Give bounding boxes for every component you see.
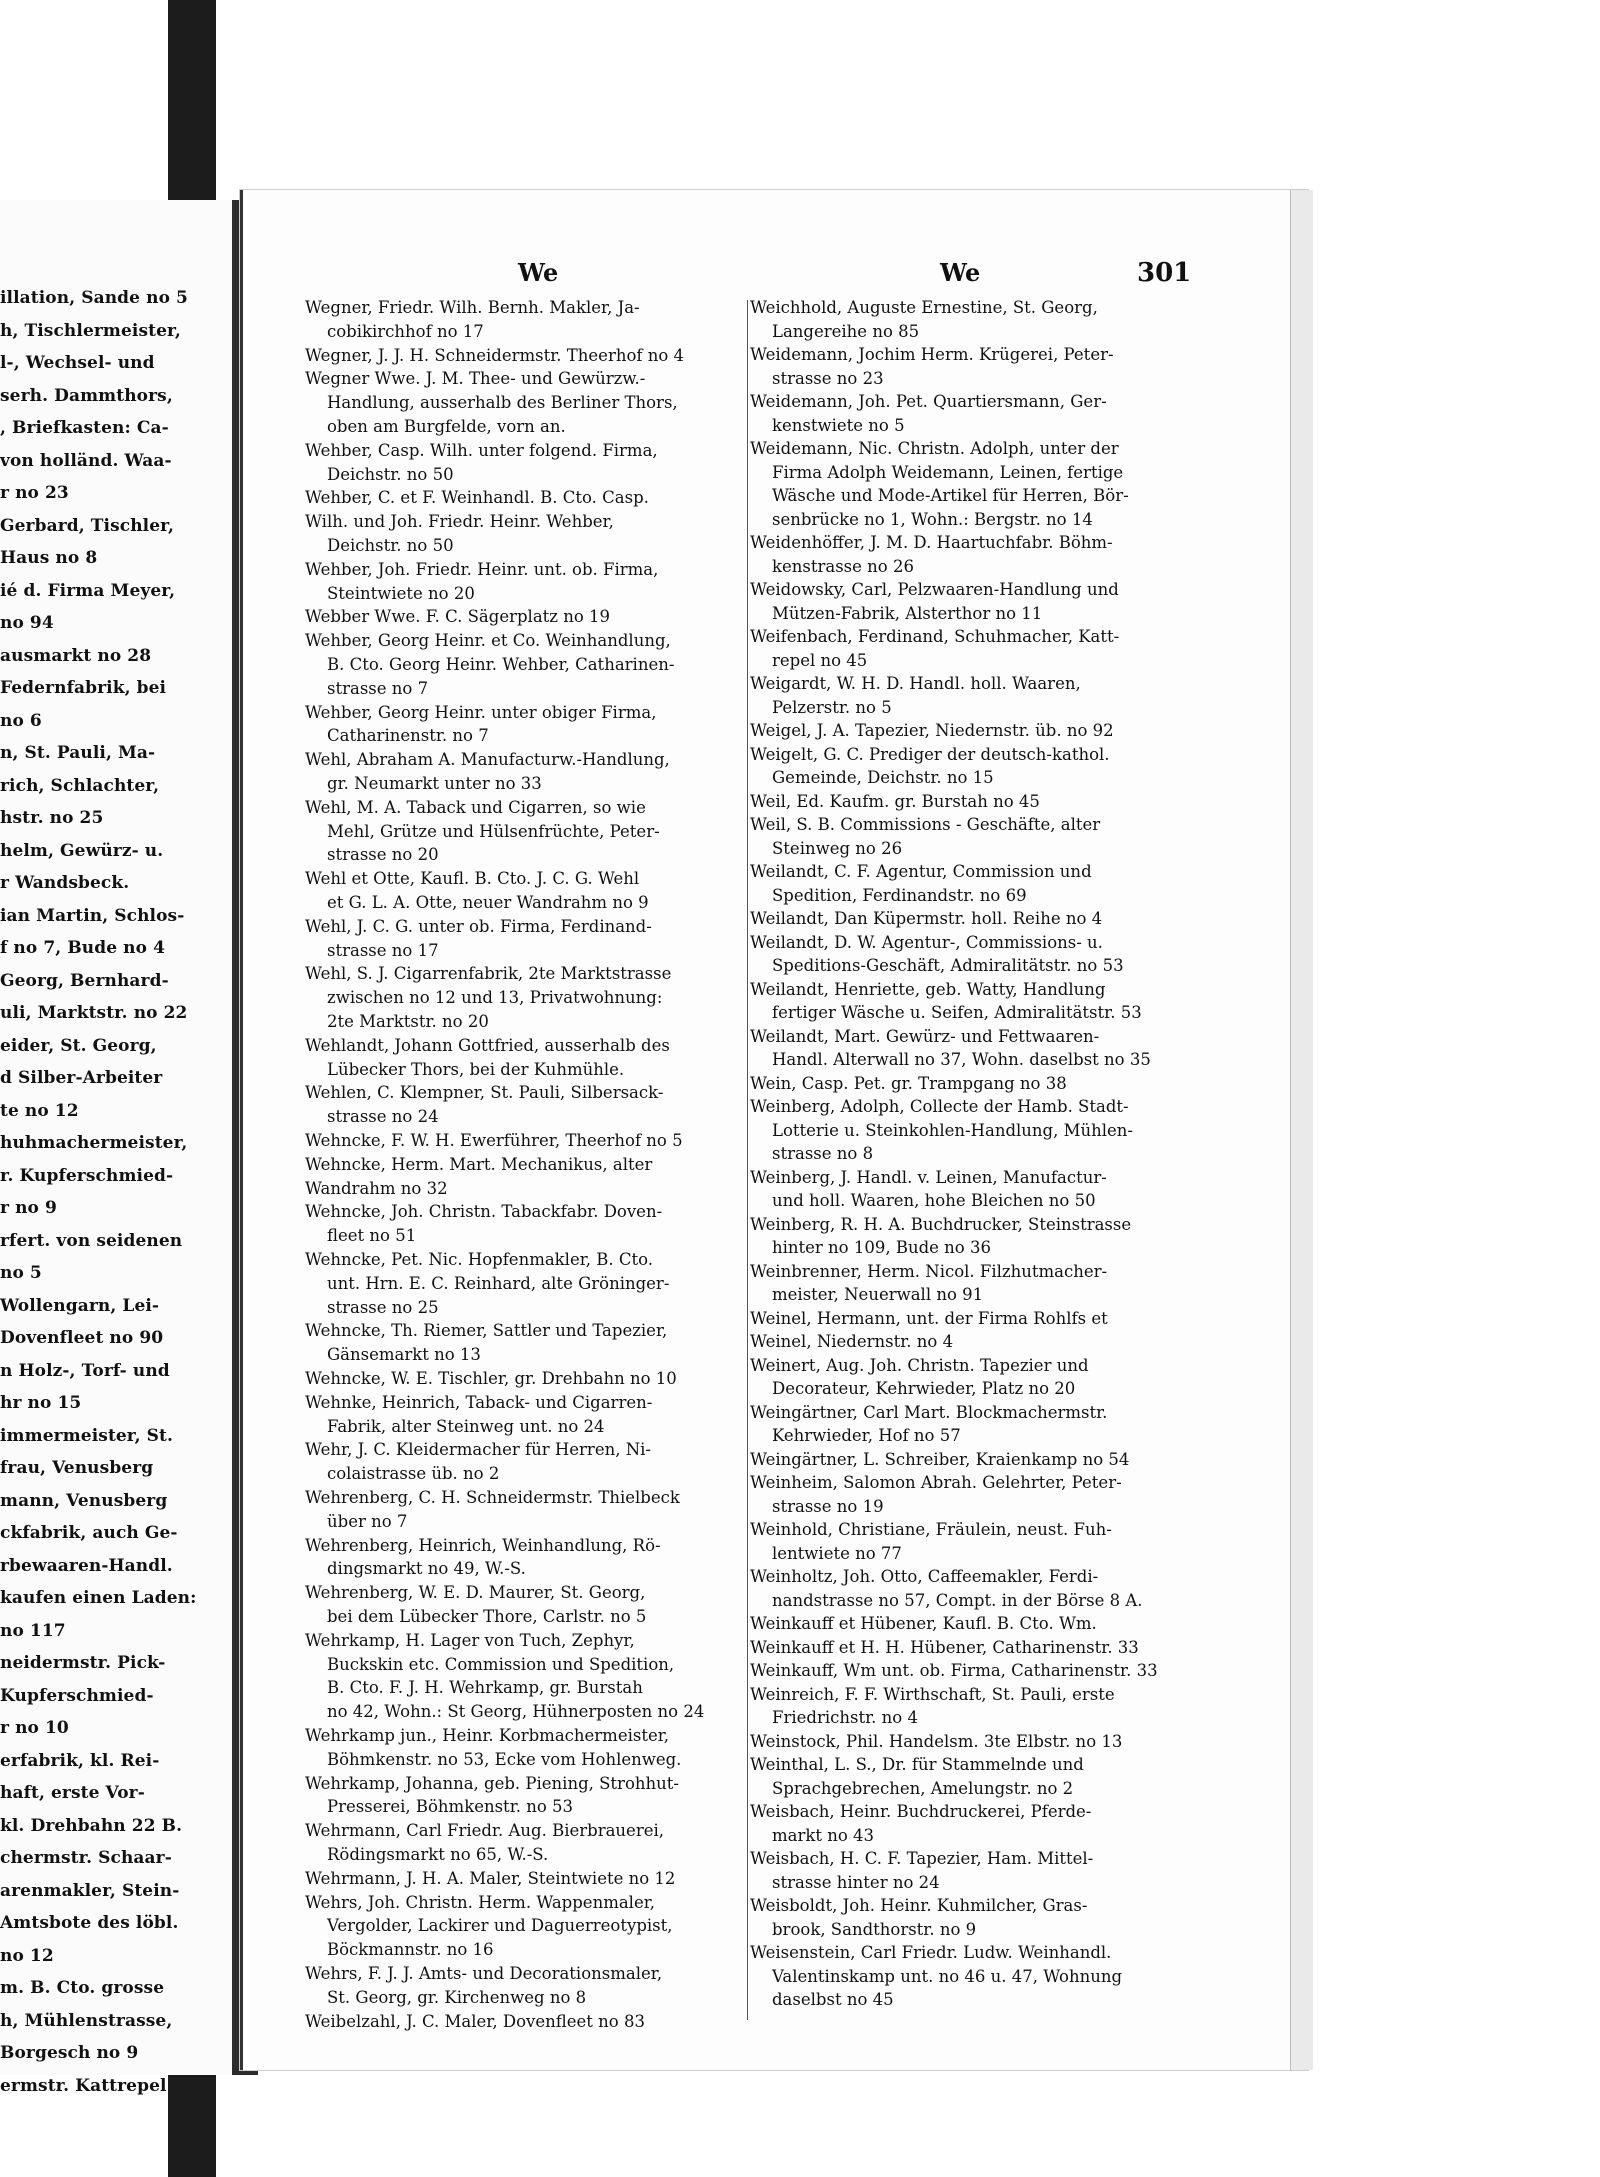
directory-line: Lotterie u. Steinkohlen-Handlung, Mühlen- — [772, 1120, 1134, 1140]
directory-line: Wehl, J. C. G. unter ob. Firma, Ferdinand- — [305, 916, 652, 936]
directory-line: daselbst no 45 — [772, 1990, 894, 2009]
left-page-fragment: h, Mühlenstrasse, — [0, 2010, 173, 2031]
left-page-fragment: Haus no 8 — [0, 548, 98, 568]
directory-line: strasse no 8 — [772, 1144, 874, 1163]
left-page-fragment: n Holz-, Torf- und — [0, 1360, 170, 1381]
directory-line: Fabrik, alter Steinweg unt. no 24 — [327, 1416, 605, 1436]
directory-line: cobikirchhof no 17 — [327, 321, 484, 341]
left-page-fragment: r Wandsbeck. — [0, 873, 130, 893]
directory-line: Wehncke, Herm. Mart. Mechanikus, alter — [305, 1154, 653, 1174]
directory-line: Wehlen, C. Klempner, St. Pauli, Silbersack- — [305, 1083, 664, 1103]
left-page-fragment: immermeister, St. — [0, 1425, 174, 1446]
directory-line: Wehber, C. et F. Weinhandl. B. Cto. Casp. — [305, 488, 649, 508]
directory-line: Wehrenberg, Heinrich, Weinhandlung, Rö- — [305, 1535, 661, 1555]
left-page-fragment: ian Martin, Schlos- — [0, 905, 185, 926]
directory-line: Weidemann, Nic. Christn. Adolph, unter der — [750, 439, 1119, 458]
directory-line: Deichstr. no 50 — [327, 464, 454, 484]
directory-line: kenstrasse no 26 — [772, 556, 914, 576]
left-page-fragment: r no 9 — [0, 1198, 57, 1218]
directory-line: Weinreich, F. F. Wirthschaft, St. Pauli, erste — [750, 1684, 1115, 1704]
left-page-fragment: ckfabrik, auch Ge- — [0, 1523, 178, 1543]
left-page-fragment: no 6 — [0, 710, 42, 731]
left-page-fragment: no 5 — [0, 1263, 42, 1283]
directory-line: Weisboldt, Joh. Heinr. Kuhmilcher, Gras- — [750, 1896, 1088, 1915]
left-page-fragment: illation, Sande no 5 — [0, 288, 188, 308]
directory-line: Weinberg, J. Handl. v. Leinen, Manufactur- — [750, 1167, 1107, 1187]
directory-line: Weinhold, Christiane, Fräulein, neust. Fuh- — [750, 1520, 1112, 1539]
left-page-fragment: d Silber-Arbeiter — [0, 1068, 163, 1088]
directory-line: Weigelt, G. C. Prediger der deutsch-kathol. — [750, 744, 1110, 764]
left-page-fragment: no 12 — [0, 1945, 54, 1966]
directory-line: B. Cto. Georg Heinr. Wehber, Catharinen- — [327, 655, 675, 674]
directory-line: Weinert, Aug. Joh. Christn. Tapezier und — [750, 1355, 1089, 1375]
left-page-fragment: helm, Gewürz- u. — [0, 840, 164, 861]
directory-line: Weinstock, Phil. Handelsm. 3te Elbstr. no 13 — [750, 1731, 1123, 1751]
left-page-fragment: f no 7, Bude no 4 — [0, 938, 166, 958]
directory-line: St. Georg, gr. Kirchenweg no 8 — [327, 1987, 587, 2007]
directory-line: Weisbach, H. C. F. Tapezier, Ham. Mittel- — [750, 1849, 1094, 1868]
directory-line: strasse no 19 — [772, 1496, 884, 1516]
running-head-right: We — [940, 258, 981, 287]
directory-line: Deichstr. no 50 — [327, 536, 454, 555]
directory-line: Wehrmann, Carl Friedr. Aug. Bierbrauerei, — [305, 1821, 664, 1841]
directory-line: Spedition, Ferdinandstr. no 69 — [772, 885, 1027, 905]
directory-line: Weisenstein, Carl Friedr. Ludw. Weinhandl. — [750, 1943, 1112, 1962]
directory-line: Weisbach, Heinr. Buchdruckerei, Pferde- — [750, 1802, 1092, 1821]
directory-line: Handl. Alterwall no 37, Wohn. daselbst no 35 — [772, 1050, 1151, 1069]
directory-line: Wehber, Joh. Friedr. Heinr. unt. ob. Firma, — [305, 559, 659, 579]
directory-line: 2te Marktstr. no 20 — [327, 1012, 489, 1031]
directory-line: colaistrasse üb. no 2 — [327, 1464, 500, 1484]
directory-line: Weinholtz, Joh. Otto, Caffeemakler, Ferdi- — [750, 1567, 1099, 1586]
directory-line: Mehl, Grütze und Hülsenfrüchte, Peter- — [327, 821, 660, 841]
directory-line: oben am Burgfelde, vorn an. — [327, 417, 566, 436]
directory-line: Weidenhöffer, J. M. D. Haartuchfabr. Böhm- — [750, 533, 1113, 552]
directory-line: Weinkauff et H. H. Hübener, Catharinenstr. 33 — [750, 1637, 1139, 1657]
left-page-fragment: Borgesch no 9 — [0, 2043, 139, 2063]
directory-line: Lübecker Thors, bei der Kuhmühle. — [327, 1059, 625, 1079]
directory-line: Weinheim, Salomon Abrah. Gelehrter, Peter- — [750, 1473, 1122, 1492]
directory-line: Weinthal, L. S., Dr. für Stammelnde und — [750, 1755, 1084, 1774]
directory-line: Kehrwieder, Hof no 57 — [772, 1426, 961, 1445]
directory-line: Wehl et Otte, Kaufl. B. Cto. J. C. G. Wehl — [305, 869, 640, 889]
directory-line: Wehl, S. J. Cigarrenfabrik, 2te Marktstrasse — [305, 964, 672, 984]
left-page-fragment: no 117 — [0, 1620, 66, 1641]
directory-line: Weilandt, Henriette, geb. Watty, Handlung — [750, 979, 1106, 999]
page-edge — [1290, 190, 1313, 2070]
directory-line: Wehber, Georg Heinr. unter obiger Firma, — [305, 702, 657, 722]
left-page-fragment: kl. Drehbahn 22 B. — [0, 1815, 183, 1836]
directory-line: senbrücke no 1, Wohn.: Bergstr. no 14 — [772, 509, 1093, 529]
directory-line: Weidowsky, Carl, Pelzwaaren-Handlung und — [750, 580, 1119, 599]
directory-line: Böckmannstr. no 16 — [327, 1940, 494, 1960]
column-divider — [747, 300, 748, 2020]
running-head-left: We — [518, 258, 559, 287]
left-page-fragment: von holländ. Waa- — [0, 450, 172, 471]
directory-line: strasse no 17 — [327, 940, 439, 960]
directory-line: meister, Neuerwall no 91 — [772, 1285, 984, 1304]
directory-line: Weinberg, R. H. A. Buchdrucker, Steinstrasse — [750, 1214, 1132, 1234]
directory-line: gr. Neumarkt unter no 33 — [327, 774, 542, 793]
directory-line: Pelzerstr. no 5 — [772, 697, 892, 717]
directory-line: Weilandt, Mart. Gewürz- und Fettwaaren- — [750, 1026, 1100, 1046]
directory-line: Wehrenberg, C. H. Schneidermstr. Thielbeck — [305, 1488, 680, 1507]
directory-line: Weinel, Niedernstr. no 4 — [750, 1332, 954, 1351]
left-page-fragment: te no 12 — [0, 1100, 79, 1121]
directory-line: nandstrasse no 57, Compt. in der Börse 8 A. — [772, 1590, 1143, 1610]
directory-line: Weinel, Hermann, unt. der Firma Rohlfs et — [750, 1308, 1108, 1328]
directory-line: Steintwiete no 20 — [327, 583, 475, 603]
directory-line: Webber Wwe. F. C. Sägerplatz no 19 — [305, 607, 611, 627]
left-page-fragment: Gerbard, Tischler, — [0, 515, 174, 536]
left-page-fragment: m. B. Cto. grosse — [0, 1978, 165, 1998]
directory-line: et G. L. A. Otte, neuer Wandrahm no 9 — [327, 893, 649, 912]
directory-line: Wegner, J. J. H. Schneidermstr. Theerhof no 4 — [305, 345, 685, 365]
directory-line: Wehncke, Th. Riemer, Sattler und Tapezier, — [305, 1321, 668, 1341]
directory-line: strasse no 25 — [327, 1297, 439, 1317]
left-page-fragment: rbewaaren-Handl. — [0, 1555, 173, 1576]
left-page-fragment: no 94 — [0, 613, 54, 633]
directory-line: Wehnke, Heinrich, Taback- und Cigarren- — [305, 1392, 653, 1412]
directory-line: Firma Adolph Weidemann, Leinen, fertige — [772, 462, 1124, 482]
left-page-fragment: Kupferschmied- — [0, 1685, 154, 1706]
left-page-fragment: ermstr. Kattrepel — [0, 2075, 167, 2096]
directory-line: und holl. Waaren, hohe Bleichen no 50 — [772, 1191, 1096, 1210]
directory-line: Weilandt, D. W. Agentur-, Commissions- u. — [750, 932, 1103, 952]
left-page-fragment: chermstr. Schaar- — [0, 1848, 172, 1868]
directory-line: Weil, S. B. Commissions - Geschäfte, alter — [750, 815, 1101, 834]
directory-line: zwischen no 12 und 13, Privatwohnung: — [327, 988, 663, 1008]
directory-line: Presserei, Böhmkenstr. no 53 — [327, 1797, 574, 1817]
left-page-fragment: kaufen einen Laden: — [0, 1588, 197, 1608]
directory-line: Buckskin etc. Commission und Spedition, — [327, 1654, 675, 1674]
directory-line: Wehrkamp, Johanna, geb. Piening, Strohhut- — [305, 1773, 679, 1793]
directory-line: Vergolder, Lackirer und Daguerreotypist, — [327, 1916, 673, 1936]
directory-line: Wehl, M. A. Taback und Cigarren, so wie — [305, 797, 646, 817]
directory-line: Wehncke, F. W. H. Ewerführer, Theerhof no 5 — [305, 1131, 683, 1150]
left-page-fragment: huhmachermeister, — [0, 1133, 188, 1153]
directory-line: brook, Sandthorstr. no 9 — [772, 1919, 977, 1939]
left-page-fragment: erfabrik, kl. Rei- — [0, 1750, 160, 1771]
left-page-fragment: hstr. no 25 — [0, 808, 104, 828]
directory-line: fertiger Wäsche u. Seifen, Admiralitätstr. 53 — [772, 1003, 1142, 1022]
left-page — [0, 200, 234, 2096]
directory-line: Weinberg, Adolph, Collecte der Hamb. Stadt- — [750, 1097, 1129, 1116]
directory-line: Wehrkamp jun., Heinr. Korbmachermeister, — [305, 1726, 670, 1745]
directory-line: unt. Hrn. E. C. Reinhard, alte Gröninger- — [327, 1273, 670, 1293]
directory-line: Catharinenstr. no 7 — [327, 726, 489, 746]
directory-line: no 42, Wohn.: St Georg, Hühnerposten no 24 — [327, 1702, 705, 1722]
directory-line: Wehncke, W. E. Tischler, gr. Drehbahn no 10 — [305, 1369, 677, 1388]
directory-line: Weigardt, W. H. D. Handl. holl. Waaren, — [750, 674, 1081, 693]
left-page-fragment: haft, erste Vor- — [0, 1783, 145, 1803]
left-page-fragment: r no 23 — [0, 483, 69, 503]
left-page-fragment: Amtsbote des löbl. — [0, 1913, 179, 1933]
directory-line: Wehl, Abraham A. Manufacturw.-Handlung, — [305, 750, 670, 770]
directory-line: Wehrenberg, W. E. D. Maurer, St. Georg, — [305, 1583, 646, 1603]
directory-line: Weidemann, Jochim Herm. Krügerei, Peter- — [750, 345, 1114, 364]
directory-line: Wehrmann, J. H. A. Maler, Steintwiete no 12 — [305, 1868, 676, 1888]
directory-line: strasse no 20 — [327, 845, 439, 865]
left-page-fragment: uli, Marktstr. no 22 — [0, 1003, 188, 1023]
directory-line: Gemeinde, Deichstr. no 15 — [772, 768, 994, 787]
directory-line: Weilandt, Dan Küpermstr. holl. Reihe no 4 — [750, 909, 1103, 928]
left-page-fragment: Dovenfleet no 90 — [0, 1328, 164, 1348]
directory-line: Wehber, Georg Heinr. et Co. Weinhandlung, — [305, 631, 671, 651]
directory-line: Wehr, J. C. Kleidermacher für Herren, Ni- — [305, 1440, 651, 1460]
directory-line: Valentinskamp unt. no 46 u. 47, Wohnung — [772, 1966, 1123, 1986]
directory-line: Weifenbach, Ferdinand, Schuhmacher, Katt- — [750, 627, 1120, 646]
left-page-fragment: serh. Dammthors, — [0, 385, 173, 406]
directory-line: Wegner, Friedr. Wilh. Bernh. Makler, Ja- — [305, 298, 640, 317]
left-page-fragment: , Briefkasten: Ca- — [0, 418, 169, 438]
directory-line: Wein, Casp. Pet. gr. Trampgang no 38 — [750, 1073, 1067, 1093]
directory-line: markt no 43 — [772, 1825, 875, 1845]
page-number: 301 — [1137, 258, 1192, 288]
directory-line: fleet no 51 — [327, 1226, 417, 1246]
left-page-fragment: mann, Venusberg — [0, 1490, 168, 1511]
directory-line: Wehrkamp, H. Lager von Tuch, Zephyr, — [305, 1630, 635, 1650]
left-page-fragment: eider, St. Georg, — [0, 1035, 157, 1056]
directory-line: Weilandt, C. F. Agentur, Commission und — [750, 862, 1092, 881]
directory-line: Weichhold, Auguste Ernestine, St. Georg, — [750, 298, 1098, 317]
left-page-fragment: r no 10 — [0, 1718, 69, 1738]
directory-line: strasse no 23 — [772, 368, 884, 388]
directory-line: Weil, Ed. Kaufm. gr. Burstah no 45 — [750, 791, 1040, 811]
left-page-fragment: hr no 15 — [0, 1393, 82, 1413]
directory-line: Weidemann, Joh. Pet. Quartiersmann, Ger- — [750, 392, 1107, 411]
directory-line: Handlung, ausserhalb des Berliner Thors, — [327, 393, 678, 413]
left-page-fragment: rfert. von seidenen — [0, 1230, 183, 1251]
directory-line: Weinkauff et Hübener, Kaufl. B. Cto. Wm. — [750, 1614, 1097, 1633]
left-page-fragment: ié d. Firma Meyer, — [0, 580, 176, 601]
left-page-fragment: h, Tischlermeister, — [0, 320, 181, 341]
directory-line: Weinkauff, Wm unt. ob. Firma, Catharinenstr. 33 — [750, 1661, 1158, 1680]
directory-line: Speditions-Geschäft, Admiralitätstr. no 53 — [772, 956, 1124, 975]
directory-line: Wehlandt, Johann Gottfried, ausserhalb des — [305, 1035, 670, 1055]
directory-line: Weingärtner, Carl Mart. Blockmachermstr. — [750, 1402, 1108, 1422]
directory-line: Weigel, J. A. Tapezier, Niedernstr. üb. no 92 — [750, 721, 1114, 740]
left-page-fragment: r. Kupferschmied- — [0, 1165, 174, 1186]
left-page-fragment: frau, Venusberg — [0, 1458, 154, 1478]
directory-line: lentwiete no 77 — [772, 1543, 902, 1563]
directory-line: B. Cto. F. J. H. Wehrkamp, gr. Burstah — [327, 1678, 643, 1698]
directory-line: hinter no 109, Bude no 36 — [772, 1238, 991, 1257]
directory-line: Wandrahm no 32 — [305, 1178, 448, 1198]
directory-line: Böhmkenstr. no 53, Ecke vom Hohlenweg. — [327, 1749, 682, 1769]
directory-line: strasse hinter no 24 — [772, 1872, 940, 1892]
directory-line: Wehrs, Joh. Christn. Herm. Wappenmaler, — [305, 1892, 656, 1912]
directory-line: strasse no 7 — [327, 678, 429, 698]
directory-line: Wäsche und Mode-Artikel für Herren, Bör- — [772, 486, 1129, 505]
directory-line: Mützen-Fabrik, Alsterthor no 11 — [772, 603, 1043, 623]
left-page-fragment: rich, Schlachter, — [0, 775, 160, 796]
directory-line: Friedrichstr. no 4 — [772, 1708, 918, 1727]
directory-line: Wegner Wwe. J. M. Thee- und Gewürzw.- — [305, 369, 646, 389]
left-page-fragment: Georg, Bernhard- — [0, 970, 169, 991]
left-page-fragment: neidermstr. Pick- — [0, 1653, 166, 1673]
directory-line: Wehncke, Joh. Christn. Tabackfabr. Doven- — [305, 1202, 663, 1222]
directory-line: dingsmarkt no 49, W.-S. — [327, 1559, 526, 1579]
directory-line: Langereihe no 85 — [772, 321, 920, 341]
directory-line: Sprachgebrechen, Amelungstr. no 2 — [772, 1778, 1074, 1798]
directory-line: strasse no 24 — [327, 1107, 439, 1127]
directory-line: Steinweg no 26 — [772, 838, 903, 858]
directory-line: repel no 45 — [772, 650, 868, 670]
directory-line: Decorateur, Kehrwieder, Platz no 20 — [772, 1379, 1076, 1398]
directory-line: Weinbrenner, Herm. Nicol. Filzhutmacher- — [750, 1261, 1108, 1281]
directory-line: Rödingsmarkt no 65, W.-S. — [327, 1845, 549, 1864]
directory-line: Gänsemarkt no 13 — [327, 1345, 481, 1365]
left-page-fragment: Federnfabrik, bei — [0, 678, 167, 698]
directory-line: Wilh. und Joh. Friedr. Heinr. Wehber, — [305, 512, 614, 532]
left-page-fragment: n, St. Pauli, Ma- — [0, 743, 156, 763]
left-page-fragment: Wollengarn, Lei- — [0, 1295, 160, 1316]
directory-line: Weibelzahl, J. C. Maler, Dovenfleet no 83 — [305, 2011, 645, 2031]
directory-line: bei dem Lübecker Thore, Carlstr. no 5 — [327, 1607, 647, 1626]
directory-line: Wehncke, Pet. Nic. Hopfenmakler, B. Cto. — [305, 1250, 654, 1269]
directory-line: Wehber, Casp. Wilh. unter folgend. Firma, — [305, 440, 658, 460]
directory-line: Wehrs, F. J. J. Amts- und Decorationsmaler, — [305, 1964, 663, 1983]
directory-line: kenstwiete no 5 — [772, 415, 905, 435]
left-page-fragment: arenmakler, Stein- — [0, 1880, 180, 1901]
left-page-fragment: l-, Wechsel- und — [0, 353, 155, 373]
directory-line: Weingärtner, L. Schreiber, Kraienkamp no 54 — [750, 1449, 1130, 1469]
left-page-fragment: ausmarkt no 28 — [0, 645, 152, 666]
directory-line: über no 7 — [327, 1511, 408, 1531]
